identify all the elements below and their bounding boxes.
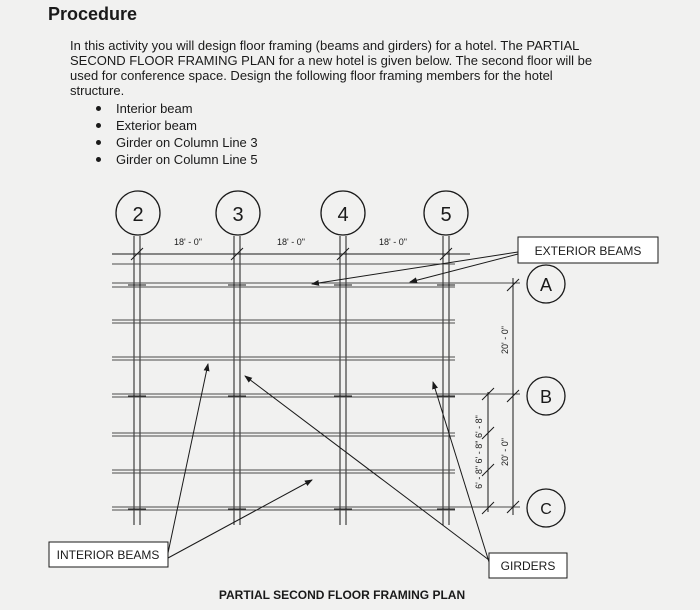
row-bubble-c xyxy=(527,489,565,527)
bay-span-dimension: 18' - 0" xyxy=(379,237,407,247)
list-item: Interior beam xyxy=(94,100,258,117)
column-lines xyxy=(134,236,449,525)
row-label: A xyxy=(539,275,553,295)
callout-label: EXTERIOR BEAMS xyxy=(534,244,642,258)
column-label: 3 xyxy=(232,204,244,226)
bay-span-dimension: 18' - 0" xyxy=(174,237,202,247)
right-dimensions xyxy=(482,278,519,515)
column-label: 4 xyxy=(337,204,349,226)
list-item: Girder on Column Line 5 xyxy=(94,151,258,168)
page-heading: Procedure xyxy=(48,4,138,24)
floor-beams xyxy=(112,264,520,510)
bay-depth-dimension: 20' - 0" xyxy=(500,326,510,354)
interior-beams-callout xyxy=(49,542,168,567)
girders-callout xyxy=(489,553,567,578)
paragraph-line: SECOND FLOOR FRAMING PLAN for a new hotel is given below. The second floor will be xyxy=(70,53,593,68)
row-bubble-a xyxy=(527,265,565,303)
list-item: Girder on Column Line 3 xyxy=(94,134,258,151)
column-bubble-5 xyxy=(424,191,468,235)
bay-depth-dimension: 20' - 0" xyxy=(500,438,510,466)
paragraph-line: used for conference space. Design the following floor framing members for the hotel xyxy=(70,68,553,83)
column-bubble-4 xyxy=(321,191,365,235)
list-item: Exterior beam xyxy=(94,117,258,134)
plan-title: PARTIAL SECOND FLOOR FRAMING PLAN xyxy=(218,588,466,602)
callout-label: GIRDERS xyxy=(500,559,556,573)
row-label: C xyxy=(540,501,552,518)
column-label: 2 xyxy=(132,204,144,226)
paragraph-line: structure. xyxy=(70,83,125,98)
leader-arrows xyxy=(168,252,518,562)
callout-label: INTERIOR BEAMS xyxy=(56,548,160,562)
bay-span-dimension: 18' - 0" xyxy=(277,237,305,247)
column-label: 5 xyxy=(440,204,452,226)
paragraph-line: In this activity you will design floor framing (beams and girders) for a hotel. The PARTIAL xyxy=(70,38,580,53)
row-bubble-b xyxy=(527,377,565,415)
column-bubble-2 xyxy=(116,191,160,235)
exterior-beams-callout xyxy=(518,237,658,263)
beam-spacing-dimension: 6' - 8" 6' - 8" 6' - 8" xyxy=(474,415,484,489)
column-bubble-3 xyxy=(216,191,260,235)
row-label: B xyxy=(539,387,553,407)
top-dimension xyxy=(112,248,470,260)
